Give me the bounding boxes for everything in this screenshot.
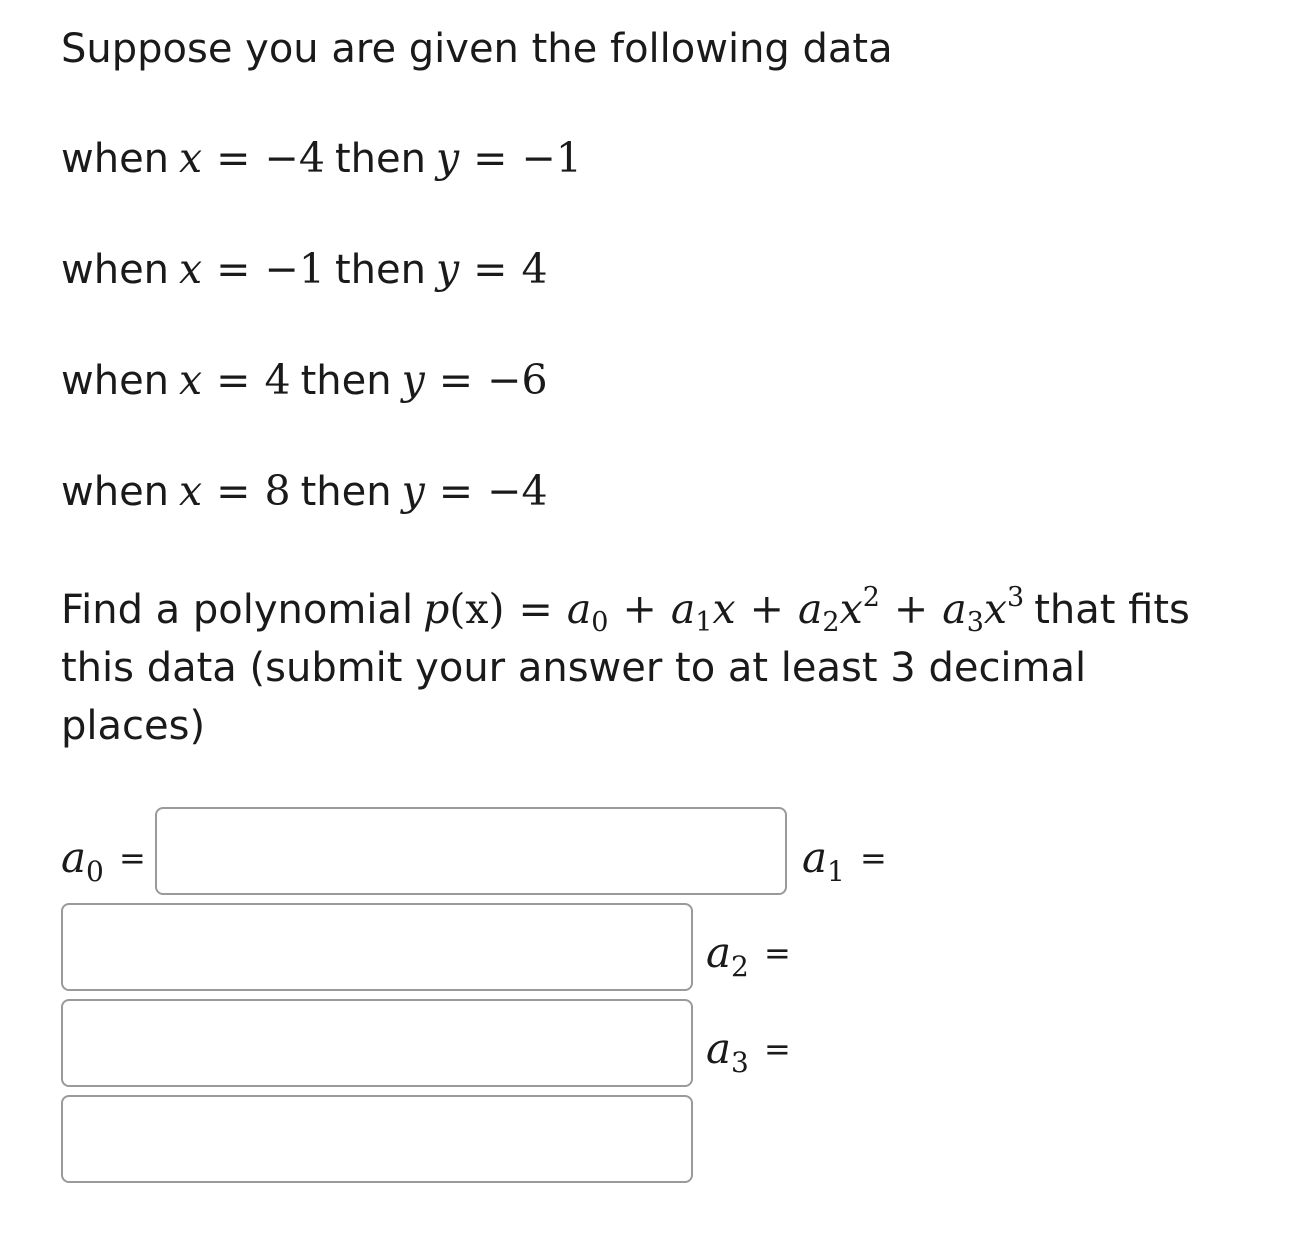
polynomial-formula — [423, 582, 1025, 638]
intro-text: Suppose you are given the following data — [61, 26, 893, 72]
when-word: when — [61, 136, 170, 182]
coef: a — [797, 585, 823, 633]
data-point-row — [61, 129, 582, 188]
when-word: when — [61, 247, 170, 293]
then-word: then — [334, 136, 426, 182]
func-name: p — [423, 585, 450, 633]
y-value: −4 — [487, 467, 548, 515]
equals: = — [216, 467, 251, 515]
equals: = — [216, 245, 251, 293]
subscript: 3 — [966, 607, 984, 638]
equals: = — [438, 356, 474, 404]
plus: + — [622, 585, 657, 633]
var-y: y — [435, 245, 460, 293]
that-word: that — [1034, 587, 1116, 633]
when-word: when — [61, 358, 170, 404]
func-arg: (x) — [449, 585, 505, 633]
a1-input[interactable] — [61, 903, 693, 991]
var-x: x — [983, 585, 1008, 633]
a0-equals: = — [119, 839, 146, 877]
a1-equals: = — [860, 839, 887, 877]
subscript: 0 — [591, 607, 609, 638]
a2-label — [706, 928, 749, 983]
var-x: x — [839, 585, 863, 633]
equals: = — [438, 467, 474, 515]
a2-equals: = — [764, 934, 791, 972]
equals: = — [216, 356, 251, 404]
plus: + — [893, 585, 929, 633]
a1-label — [802, 833, 845, 888]
exponent: 3 — [1007, 582, 1025, 613]
var-x: x — [179, 356, 203, 404]
equals: = — [518, 585, 553, 633]
coef: a — [670, 585, 696, 633]
when-word: when — [61, 469, 170, 515]
plus: + — [749, 585, 784, 633]
a0-label — [61, 833, 104, 888]
coef-symbol: a — [802, 833, 828, 882]
x-value: −4 — [264, 134, 325, 182]
var-x: x — [179, 134, 203, 182]
data-point-row — [61, 462, 548, 521]
a3-equals: = — [764, 1030, 791, 1068]
coef: a — [942, 585, 967, 633]
subscript: 2 — [822, 607, 840, 638]
a2-input[interactable] — [61, 999, 693, 1087]
then-word: then — [300, 358, 392, 404]
subscript: 1 — [695, 607, 713, 638]
data-point-row — [61, 351, 548, 410]
coef-subscript: 0 — [86, 855, 104, 888]
then-word: then — [300, 469, 392, 515]
x-value: −1 — [264, 245, 325, 293]
coef-symbol: a — [706, 1024, 732, 1073]
data-point-row — [61, 240, 548, 299]
prompt-paragraph — [61, 580, 1191, 755]
prompt-lead: Find a polynomial — [61, 587, 414, 633]
y-value: −6 — [487, 356, 548, 404]
var-y: y — [435, 134, 460, 182]
equals: = — [216, 134, 251, 182]
y-value: −1 — [521, 134, 582, 182]
coef-symbol: a — [61, 833, 87, 882]
var-x: x — [179, 245, 203, 293]
var-x: x — [179, 467, 203, 515]
coef-symbol: a — [706, 928, 732, 977]
coef-subscript: 2 — [731, 950, 749, 983]
coef-subscript: 3 — [731, 1046, 749, 1079]
var-y: y — [401, 467, 425, 515]
x-value: 8 — [264, 467, 291, 515]
prompt-rest: fits this data (submit your answer to at least 3 decimal places) — [61, 587, 1190, 749]
coef: a — [566, 585, 592, 633]
then-word: then — [334, 247, 426, 293]
a0-input[interactable] — [155, 807, 787, 895]
x-value: 4 — [264, 356, 291, 404]
var-x: x — [712, 585, 736, 633]
equals: = — [473, 245, 508, 293]
a3-input[interactable] — [61, 1095, 693, 1183]
exponent: 2 — [862, 582, 880, 613]
coef-subscript: 1 — [827, 855, 845, 888]
y-value: 4 — [521, 245, 548, 293]
equals: = — [473, 134, 508, 182]
a3-label — [706, 1024, 749, 1079]
var-y: y — [401, 356, 425, 404]
